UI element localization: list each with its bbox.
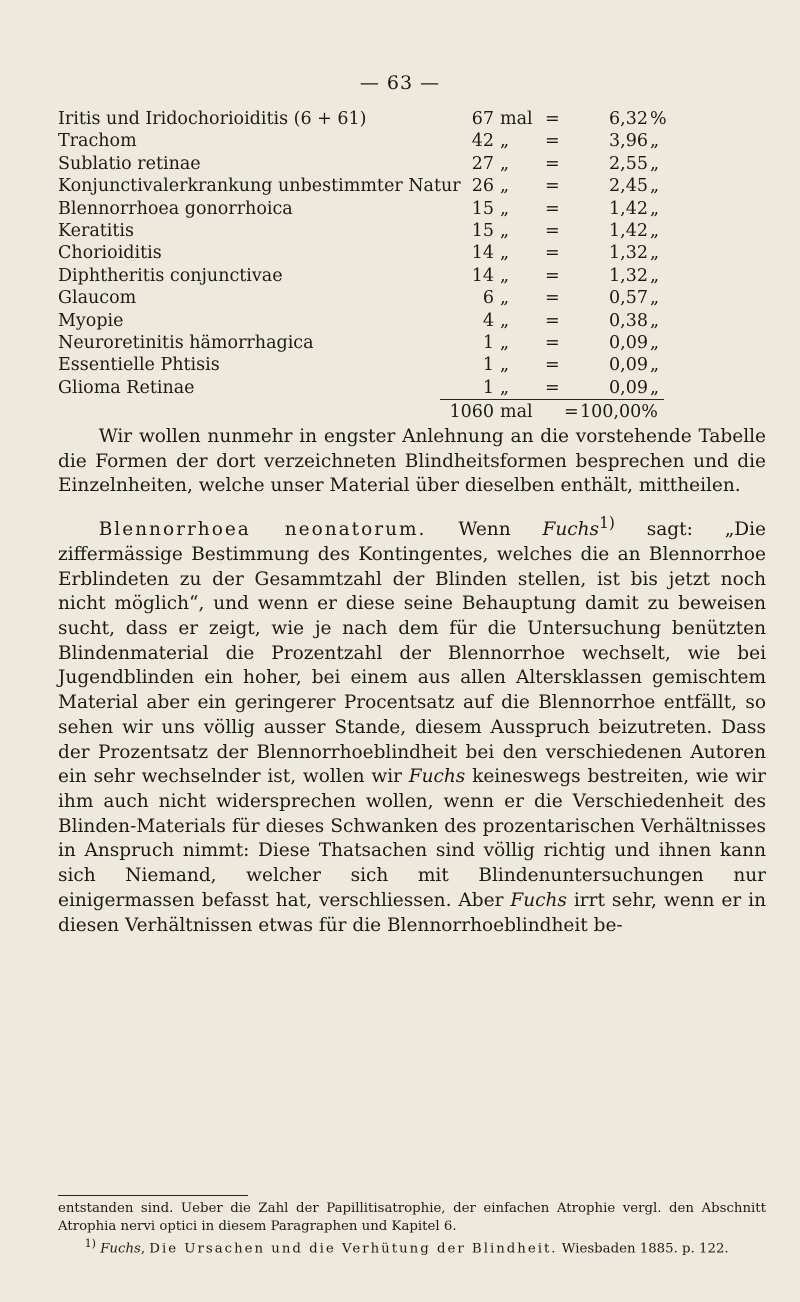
footnote-author: Fuchs xyxy=(100,1241,141,1257)
equals-sign: = xyxy=(545,332,560,353)
count-unit: „ xyxy=(500,220,510,241)
disease-name: Blennorrhoea gonorrhoica xyxy=(58,198,293,219)
table-row xyxy=(0,130,800,152)
percent-value: 0,09 xyxy=(609,332,648,353)
table-row xyxy=(0,377,800,399)
equals-sign: = xyxy=(545,377,560,398)
equals-sign: = xyxy=(545,288,560,309)
percent-value: 0,09 xyxy=(609,355,648,376)
percent-suffix: „ xyxy=(650,220,660,241)
table-row xyxy=(0,220,800,242)
table-row xyxy=(0,153,800,175)
disease-name: Keratitis xyxy=(58,220,134,241)
equals-sign: = xyxy=(545,243,560,264)
disease-name: Diphtheritis conjunctivae xyxy=(58,265,283,286)
equals-sign: = xyxy=(545,355,560,376)
para2-d: irrt sehr, wenn er in diesen Verhältnissen etwas für die Blennorrhoeblindheit be- xyxy=(58,889,766,936)
percent-value: 1,42 xyxy=(609,220,648,241)
count-unit: mal xyxy=(500,109,533,129)
case-count: 4 xyxy=(482,310,494,331)
case-count: 1 xyxy=(482,332,494,353)
equals-sign: = xyxy=(545,265,560,286)
percent-value: 0,09 xyxy=(609,377,648,398)
table-row xyxy=(0,242,800,264)
percent-suffix: „ xyxy=(650,243,660,264)
footnote-ref: 1) xyxy=(599,514,615,533)
percent-suffix: „ xyxy=(650,310,660,331)
disease-name: Neuroretinitis hämorrhagica xyxy=(58,332,314,353)
table-row xyxy=(0,265,800,287)
percent-value: 2,55 xyxy=(609,153,648,174)
table-row xyxy=(0,108,800,130)
percent-suffix: „ xyxy=(650,176,660,197)
case-count: 67 xyxy=(471,109,494,129)
disease-name: Glaucom xyxy=(58,288,137,309)
total-count: 1060 xyxy=(449,402,494,422)
percent-suffix: „ xyxy=(650,332,660,353)
footnote-continuation: entstanden sind. Ueber die Zahl der Papillitisatrophie, der einfachen Atrophie vergl. den Abschnitt Atrophia nervi optici in diesem Paragraphen und Kapitel 6. xyxy=(58,1201,766,1234)
count-unit: „ xyxy=(500,131,510,152)
case-count: 15 xyxy=(471,198,494,219)
percent-suffix: „ xyxy=(650,288,660,309)
percent-value: 3,96 xyxy=(609,131,648,152)
footnote-title: Die Ursachen und die Verhütung der Blindheit. xyxy=(149,1241,558,1257)
section-heading: Blennorrhoea neonatorum. xyxy=(98,519,427,541)
count-unit: „ xyxy=(500,310,510,331)
percent-value: 0,38 xyxy=(609,310,648,331)
para2-b: sagt: „Die ziffermässige Bestimmung des Kontingentes, welches die an Blennorrhoe Erblindeten zu der Gesammtzahl der Blinden stellen, ist bis jetzt noch nicht möglich“, und wenn er diese seine Behauptung damit zu beweisen sucht, dass er zeigt, wie je nach dem für die Untersuchung benützten Blindenmaterial die Prozentzahl der Blennorrhoe wechselt, wie bei Jugendblinden ein hoher, bei einem aus allen Altersklassen gemischtem Material aber ein geringerer Procentsatz auf die Blennorrhoe entfällt, so sehen wir uns völlig ausser Stande, diesem Ausspruch beizutreten. Dass der Prozentsatz der Blennorrhoeblindheit bei den verschiedenen Autoren ein sehr wechselnder ist, wollen wir xyxy=(58,519,766,788)
case-count: 1 xyxy=(482,355,494,376)
author-name: Fuchs xyxy=(542,519,600,541)
table-row xyxy=(0,310,800,332)
percent-value: 1,32 xyxy=(609,243,648,264)
disease-name: Glioma Retinae xyxy=(58,377,195,398)
table-row xyxy=(0,198,800,220)
percent-suffix: „ xyxy=(650,265,660,286)
case-count: 14 xyxy=(471,265,494,286)
percent-value: 2,45 xyxy=(609,176,648,197)
equals-sign: = xyxy=(545,176,560,197)
percent-suffix: „ xyxy=(650,377,660,398)
count-unit: „ xyxy=(500,265,510,286)
equals-sign: = xyxy=(545,310,560,331)
equals-sign: = xyxy=(545,198,560,219)
percent-suffix: „ xyxy=(650,131,660,152)
table-row xyxy=(0,354,800,376)
disease-name: Essentielle Phtisis xyxy=(58,355,220,376)
case-count: 1 xyxy=(482,377,494,398)
total-row xyxy=(0,401,800,424)
count-unit: „ xyxy=(500,153,510,174)
body-text xyxy=(58,425,766,938)
percent-value: 0,57 xyxy=(609,288,648,309)
total-eq: = xyxy=(564,402,579,422)
case-count: 6 xyxy=(482,288,494,309)
author-name: Fuchs xyxy=(408,766,466,788)
footnote-rule xyxy=(58,1195,248,1196)
paragraph-2 xyxy=(58,511,766,938)
total-percent: 100,00% xyxy=(580,402,658,422)
percent-suffix: „ xyxy=(650,153,660,174)
disease-name: Trachom xyxy=(58,131,137,152)
count-unit: „ xyxy=(500,198,510,219)
table-row xyxy=(0,175,800,197)
equals-sign: = xyxy=(545,131,560,152)
page-number: — 63 — xyxy=(359,72,441,94)
count-unit: „ xyxy=(500,288,510,309)
percent-suffix: „ xyxy=(650,355,660,376)
equals-sign: = xyxy=(545,220,560,241)
percent-value: 6,32 xyxy=(609,109,648,129)
disease-name: Myopie xyxy=(58,310,124,331)
count-unit: „ xyxy=(500,377,510,398)
para2-a: Wenn xyxy=(426,519,543,541)
percent-value: 1,32 xyxy=(609,265,648,286)
table-row xyxy=(0,332,800,354)
disease-name: Iritis und Iridochorioiditis (6 + 61) xyxy=(58,109,367,129)
statistics-table xyxy=(0,108,800,399)
table-row xyxy=(0,287,800,309)
case-count: 26 xyxy=(471,176,494,197)
case-count: 14 xyxy=(471,243,494,264)
equals-sign: = xyxy=(545,153,560,174)
footnotes xyxy=(58,1200,766,1258)
disease-name: Chorioiditis xyxy=(58,243,162,264)
count-unit: „ xyxy=(500,176,510,197)
total-rule xyxy=(440,399,664,400)
percent-suffix: % xyxy=(650,109,667,129)
percent-value: 1,42 xyxy=(609,198,648,219)
total-unit: mal xyxy=(500,402,533,422)
count-unit: „ xyxy=(500,355,510,376)
percent-suffix: „ xyxy=(650,198,660,219)
disease-name: Konjunctivalerkrankung unbestimmter Natur xyxy=(58,176,461,197)
count-unit: „ xyxy=(500,243,510,264)
author-name: Fuchs xyxy=(510,889,567,911)
footnote-rest: Wiesbaden 1885. p. 122. xyxy=(557,1241,729,1257)
count-unit: „ xyxy=(500,332,510,353)
footnote-mark: 1) xyxy=(84,1237,96,1251)
paragraph-1: Wir wollen nunmehr in engster Anlehnung an die vorstehende Tabelle die Formen der dort verzeichneten Blindheitsformen besprechen und die Einzelnheiten, welche unser Material über dieselben enthält, mittheilen. xyxy=(58,426,766,497)
footnote-1: $^{1)}$ Fuchs, Die Ursachen und die Verhütung der Blindheit. Wiesbaden 1885. p. 122. xyxy=(84,1237,729,1257)
case-count: 42 xyxy=(471,131,494,152)
disease-name: Sublatio retinae xyxy=(58,153,201,174)
para2-c: keineswegs bestreiten, wie wir ihm auch nicht widersprechen wollen, wenn er die Verschiedenheit des Blinden-Materials für dieses Schwanken des prozentarischen Verhältnisses in Anspruch nimmt: Diese Thatsachen sind völlig richtig und ihnen kann sich Niemand, welcher sich mit Blindenuntersuchungen nur einigermassen befasst hat, verschliessen. Aber xyxy=(58,766,766,911)
equals-sign: = xyxy=(545,109,560,129)
case-count: 27 xyxy=(471,153,494,174)
case-count: 15 xyxy=(471,220,494,241)
